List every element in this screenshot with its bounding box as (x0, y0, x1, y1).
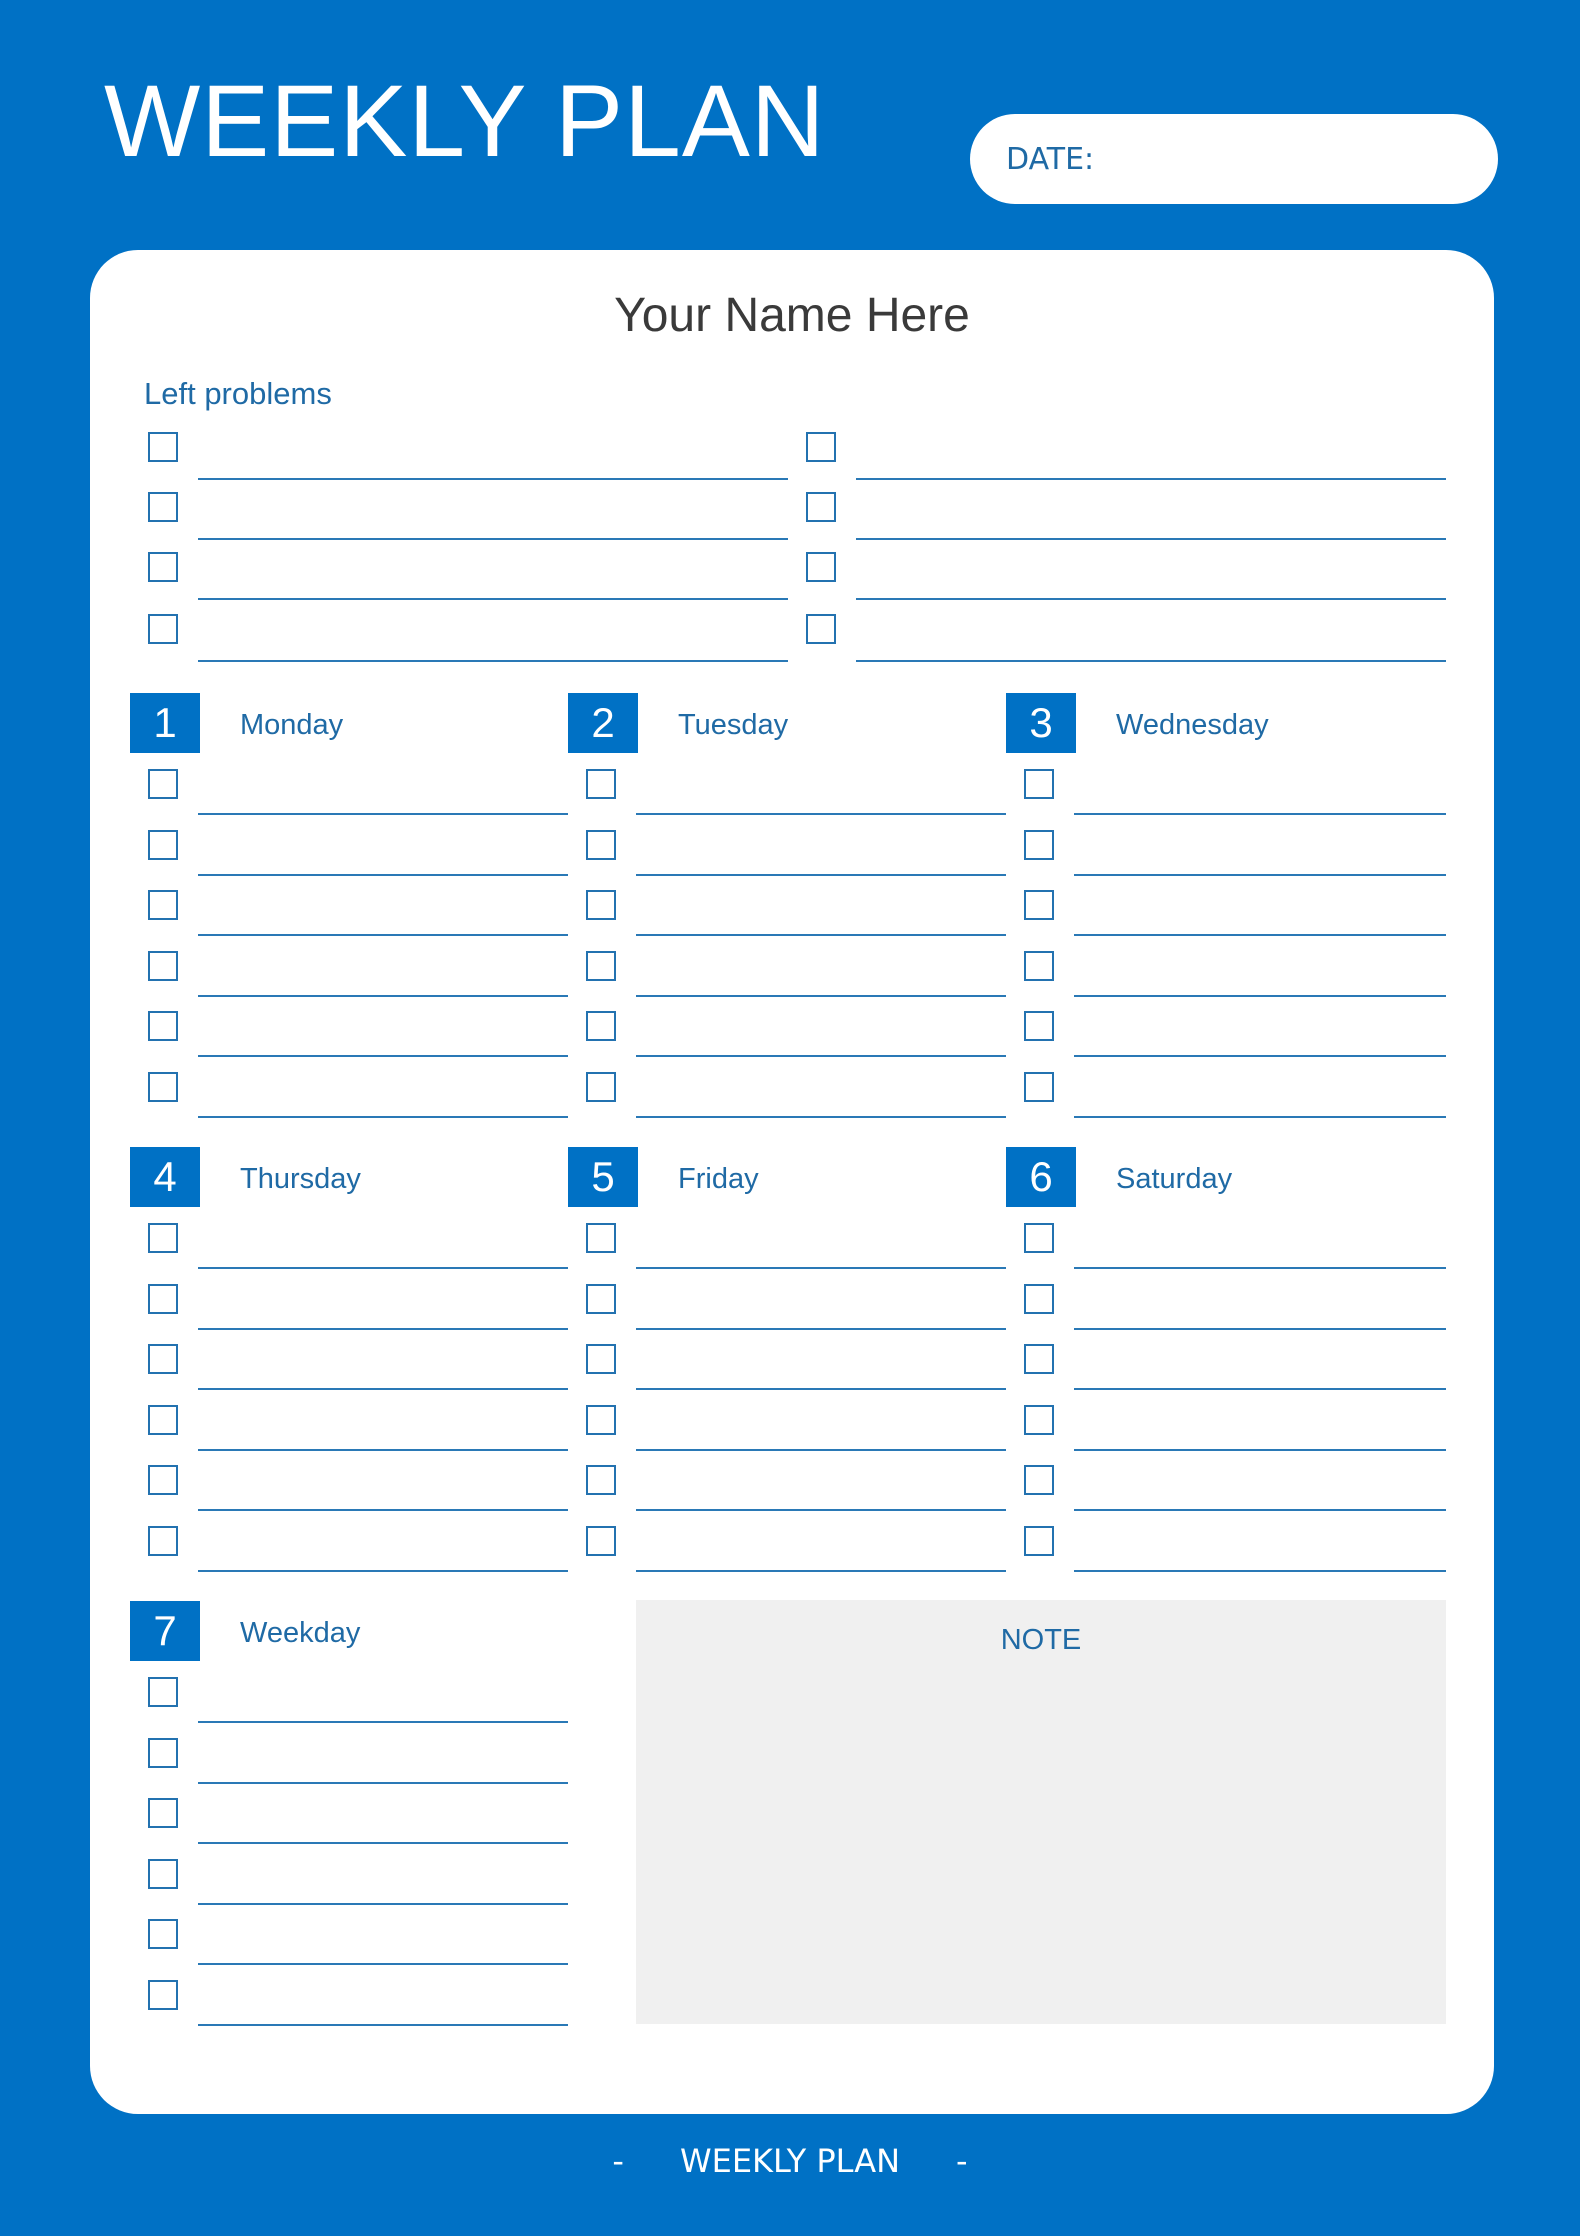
task-checkbox[interactable] (148, 1859, 178, 1889)
footer-text: WEEKLY PLAN (679, 2142, 901, 2180)
task-checkbox[interactable] (586, 1011, 616, 1041)
left-problem-checkbox[interactable] (148, 432, 178, 462)
left-problem-checkbox[interactable] (148, 614, 178, 644)
task-line[interactable] (636, 934, 1006, 936)
task-checkbox[interactable] (1024, 1405, 1054, 1435)
left-problem-checkbox[interactable] (806, 432, 836, 462)
day-label: Wednesday (1116, 709, 1269, 741)
task-checkbox[interactable] (586, 1526, 616, 1556)
task-checkbox[interactable] (1024, 1011, 1054, 1041)
left-problem-line[interactable] (198, 660, 788, 662)
left-problem-checkbox[interactable] (806, 552, 836, 582)
task-line[interactable] (1074, 934, 1446, 936)
task-checkbox[interactable] (148, 1738, 178, 1768)
task-line[interactable] (636, 1055, 1006, 1057)
day-label: Tuesday (678, 709, 789, 741)
task-line[interactable] (636, 995, 1006, 997)
task-line[interactable] (198, 1570, 568, 1572)
task-checkbox[interactable] (1024, 1284, 1054, 1314)
task-line[interactable] (1074, 1449, 1446, 1451)
task-checkbox[interactable] (1024, 830, 1054, 860)
day-number-badge: 5 (568, 1147, 638, 1207)
task-line[interactable] (198, 1721, 568, 1723)
task-line[interactable] (636, 1267, 1006, 1269)
day-number-badge: 2 (568, 693, 638, 753)
task-checkbox[interactable] (148, 1919, 178, 1949)
task-line[interactable] (636, 1116, 1006, 1118)
task-line[interactable] (1074, 1267, 1446, 1269)
task-line[interactable] (198, 1055, 568, 1057)
date-field[interactable] (970, 114, 1498, 204)
task-line[interactable] (636, 1570, 1006, 1572)
task-checkbox[interactable] (1024, 890, 1054, 920)
task-checkbox[interactable] (148, 1798, 178, 1828)
task-checkbox[interactable] (1024, 769, 1054, 799)
day-label: Thursday (240, 1163, 361, 1195)
task-checkbox[interactable] (1024, 1465, 1054, 1495)
day-number-badge: 4 (130, 1147, 200, 1207)
task-checkbox[interactable] (586, 890, 616, 920)
task-line[interactable] (1074, 995, 1446, 997)
task-checkbox[interactable] (586, 1344, 616, 1374)
task-line[interactable] (636, 1509, 1006, 1511)
day-label: Monday (240, 709, 344, 741)
day-number-badge: 1 (130, 693, 200, 753)
task-checkbox[interactable] (586, 830, 616, 860)
note-label: NOTE (1000, 1624, 1082, 1656)
task-line[interactable] (1074, 1328, 1446, 1330)
task-line[interactable] (198, 934, 568, 936)
task-line[interactable] (198, 1782, 568, 1784)
left-problem-line[interactable] (856, 478, 1446, 480)
task-checkbox[interactable] (148, 1405, 178, 1435)
task-line[interactable] (198, 1903, 568, 1905)
task-line[interactable] (1074, 874, 1446, 876)
task-line[interactable] (198, 874, 568, 876)
task-line[interactable] (636, 1449, 1006, 1451)
task-checkbox[interactable] (148, 1284, 178, 1314)
left-problem-checkbox[interactable] (148, 492, 178, 522)
task-checkbox[interactable] (148, 1465, 178, 1495)
task-line[interactable] (636, 1328, 1006, 1330)
task-checkbox[interactable] (1024, 1223, 1054, 1253)
task-checkbox[interactable] (1024, 1344, 1054, 1374)
task-checkbox[interactable] (148, 769, 178, 799)
left-problem-checkbox[interactable] (806, 492, 836, 522)
task-checkbox[interactable] (586, 1465, 616, 1495)
task-checkbox[interactable] (148, 1011, 178, 1041)
task-line[interactable] (1074, 1570, 1446, 1572)
footer (0, 2142, 1580, 2180)
task-line[interactable] (1074, 1116, 1446, 1118)
footer-dash-left: - (612, 2142, 624, 2180)
task-checkbox[interactable] (148, 1072, 178, 1102)
task-line[interactable] (1074, 1388, 1446, 1390)
task-line[interactable] (636, 813, 1006, 815)
task-checkbox[interactable] (1024, 951, 1054, 981)
day-number-badge: 6 (1006, 1147, 1076, 1207)
task-line[interactable] (198, 2024, 568, 2026)
day-label: Saturday (1116, 1163, 1233, 1195)
task-line[interactable] (198, 1842, 568, 1844)
task-checkbox[interactable] (586, 1284, 616, 1314)
task-checkbox[interactable] (148, 890, 178, 920)
task-line[interactable] (1074, 813, 1446, 815)
task-checkbox[interactable] (586, 769, 616, 799)
task-checkbox[interactable] (148, 1223, 178, 1253)
left-problem-line[interactable] (856, 538, 1446, 540)
left-problem-line[interactable] (856, 660, 1446, 662)
task-checkbox[interactable] (586, 1072, 616, 1102)
task-line[interactable] (1074, 1509, 1446, 1511)
task-checkbox[interactable] (148, 951, 178, 981)
task-line[interactable] (198, 1449, 568, 1451)
task-line[interactable] (198, 1388, 568, 1390)
task-checkbox[interactable] (148, 1677, 178, 1707)
task-line[interactable] (198, 1963, 568, 1965)
left-problem-line[interactable] (856, 598, 1446, 600)
plan-card (90, 250, 1494, 2114)
task-checkbox[interactable] (148, 1526, 178, 1556)
task-checkbox[interactable] (1024, 1072, 1054, 1102)
left-problem-checkbox[interactable] (806, 614, 836, 644)
task-line[interactable] (636, 874, 1006, 876)
task-line[interactable] (198, 813, 568, 815)
note-area[interactable] (636, 1600, 1446, 2024)
day-number-badge: 7 (130, 1601, 200, 1661)
task-checkbox[interactable] (586, 1405, 616, 1435)
task-checkbox[interactable] (586, 951, 616, 981)
left-problem-line[interactable] (198, 538, 788, 540)
date-label: DATE: (1006, 141, 1095, 177)
task-line[interactable] (198, 1509, 568, 1511)
day-label: Weekday (240, 1617, 361, 1649)
task-line[interactable] (636, 1388, 1006, 1390)
task-checkbox[interactable] (148, 1344, 178, 1374)
left-problems-label: Left problems (144, 376, 332, 411)
left-problem-checkbox[interactable] (148, 552, 178, 582)
task-line[interactable] (198, 995, 568, 997)
owner-name: Your Name Here (614, 289, 970, 342)
task-line[interactable] (198, 1328, 568, 1330)
task-line[interactable] (198, 1116, 568, 1118)
task-line[interactable] (198, 1267, 568, 1269)
task-checkbox[interactable] (1024, 1526, 1054, 1556)
task-line[interactable] (1074, 1055, 1446, 1057)
left-problem-line[interactable] (198, 478, 788, 480)
task-checkbox[interactable] (148, 1980, 178, 2010)
day-number-badge: 3 (1006, 693, 1076, 753)
page-title: WEEKLY PLAN (104, 64, 826, 178)
task-checkbox[interactable] (148, 830, 178, 860)
left-problem-line[interactable] (198, 598, 788, 600)
task-checkbox[interactable] (586, 1223, 616, 1253)
day-label: Friday (678, 1163, 759, 1195)
footer-dash-right: - (956, 2142, 968, 2180)
